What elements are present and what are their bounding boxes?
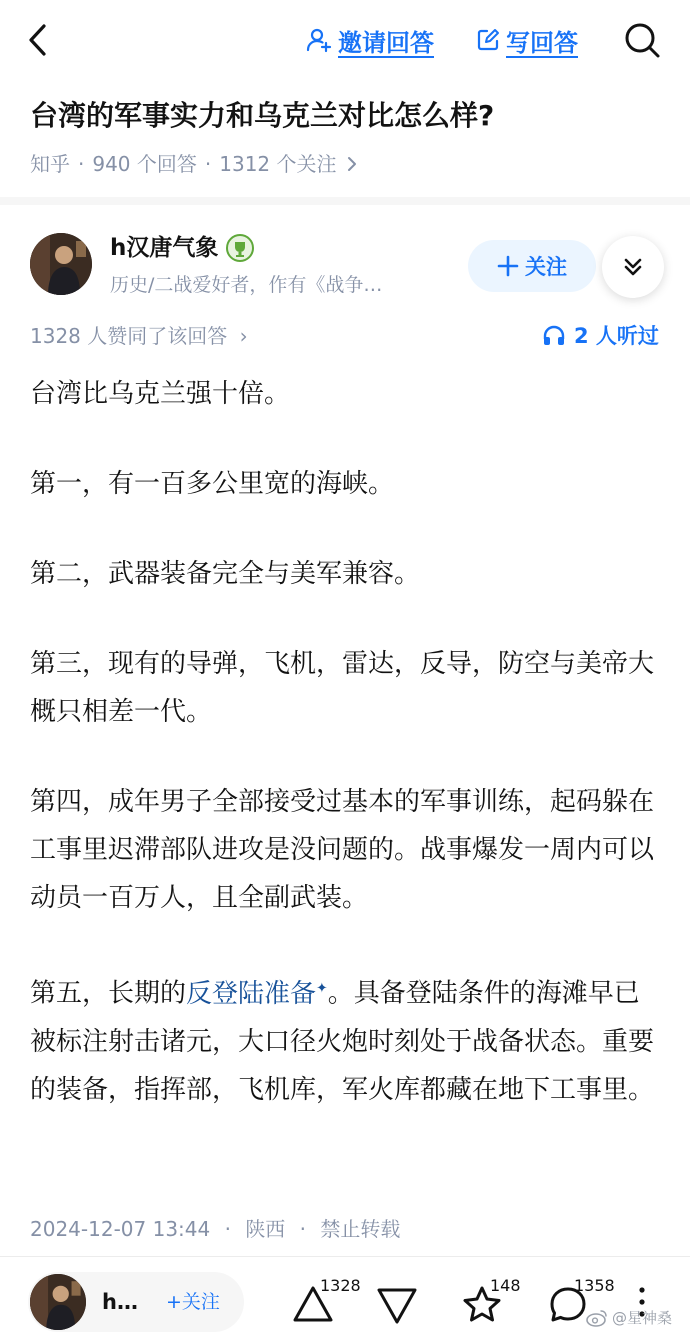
comment-count: 1358 [574,1276,615,1295]
upvote-count: 1328 [320,1276,361,1295]
separator-dot: · [78,152,85,176]
upvote-summary[interactable] [30,320,248,352]
answer-text: 第五，长期的 [30,978,187,1009]
answer-footer-meta [30,1212,400,1246]
plus-icon: + [166,1291,182,1313]
chevron-left-icon [22,18,56,62]
author-name-text: h汉唐气象 [110,235,219,261]
answer-paragraph [30,964,662,1114]
downvote-button[interactable] [374,1276,420,1332]
upvote-summary-text: 1328 人赞同了该回答 [30,324,228,348]
author-photo [30,1274,86,1330]
separator-dot: · [204,152,212,176]
search-icon [622,20,662,60]
follow-label: 关注 [525,255,567,279]
answer-paragraph: 台湾比乌克兰强十倍。 [30,379,291,409]
answer-text: 。具备登陆条件的海滩早已被标注射击诸元，大口径火炮时刻处于战备状态。重要的装备，指挥部，飞机库，军火库都藏在地下工事里。 [30,978,655,1105]
answers-count: 940 个回答 [92,152,197,176]
mini-follow-label: 关注 [181,1291,220,1313]
chevron-right-icon: › [239,324,248,348]
listened-text: 2 人听过 [574,324,659,348]
chevron-right-icon [341,153,363,175]
answer-location: 陕西 [245,1217,286,1241]
invite-user-icon [306,27,332,53]
answer-date: 2024-12-07 13:44 [30,1217,211,1241]
followers-count: 1312 个关注 [219,152,337,176]
write-answer-label: 写回答 [506,28,578,57]
section-divider [0,197,690,205]
author-photo [30,233,92,295]
keyword-link[interactable] [186,979,328,1009]
mini-follow-button[interactable] [166,1286,220,1318]
author-avatar[interactable] [30,233,92,295]
mini-author-avatar[interactable] [30,1274,86,1330]
headphones-icon [542,324,566,348]
separator-dot: · [299,1217,307,1241]
sparkle-icon: ✦ [316,980,328,996]
watermark-text: @星神桑 [612,1309,673,1327]
question-title[interactable]: 台湾的军事实力和乌克兰对比怎么样? [30,99,495,132]
keyword-link-text: 反登陆准备 [186,978,317,1009]
answer-paragraph: 第一，有一百多公里宽的海峡。 [30,469,395,499]
search-button[interactable] [622,20,662,60]
double-chevron-down-icon [621,255,645,279]
author-name[interactable] [110,231,254,265]
edit-icon [476,28,500,52]
mini-author-name[interactable]: h… [102,1290,138,1314]
achievement-badge-icon [226,234,254,262]
downvote-triangle-icon [374,1276,420,1332]
answer-paragraph: 第三，现有的导弹，飞机，雷达，反导，防空与美帝大概只相差一代。 [30,649,655,727]
back-button[interactable] [22,18,56,62]
write-answer-button[interactable] [476,22,578,58]
watermark [586,1306,672,1330]
separator-dot: · [224,1217,231,1241]
plus-icon [497,255,519,277]
answer-body [30,370,662,1114]
invite-answer-button[interactable] [306,22,434,58]
favorite-count: 148 [490,1276,521,1295]
question-meta[interactable] [30,148,363,180]
invite-answer-label: 邀请回答 [338,28,434,57]
collapse-button[interactable] [602,236,664,298]
listened-count[interactable] [542,320,659,352]
author-bio: 历史/二战爱好者，作有《战争… [110,274,383,296]
answer-paragraph: 第四，成年男子全部接受过基本的军事训练，起码躲在工事里迟滞部队进攻是没问题的。战事爆发一周内可以动员一百万人，且全副武装。 [30,787,655,913]
source-label: 知乎 [30,152,70,176]
weibo-logo-icon [586,1309,608,1327]
copyright-notice: 禁止转载 [320,1217,401,1241]
follow-button[interactable] [468,240,596,292]
answer-paragraph: 第二，武器装备完全与美军兼容。 [30,559,421,589]
